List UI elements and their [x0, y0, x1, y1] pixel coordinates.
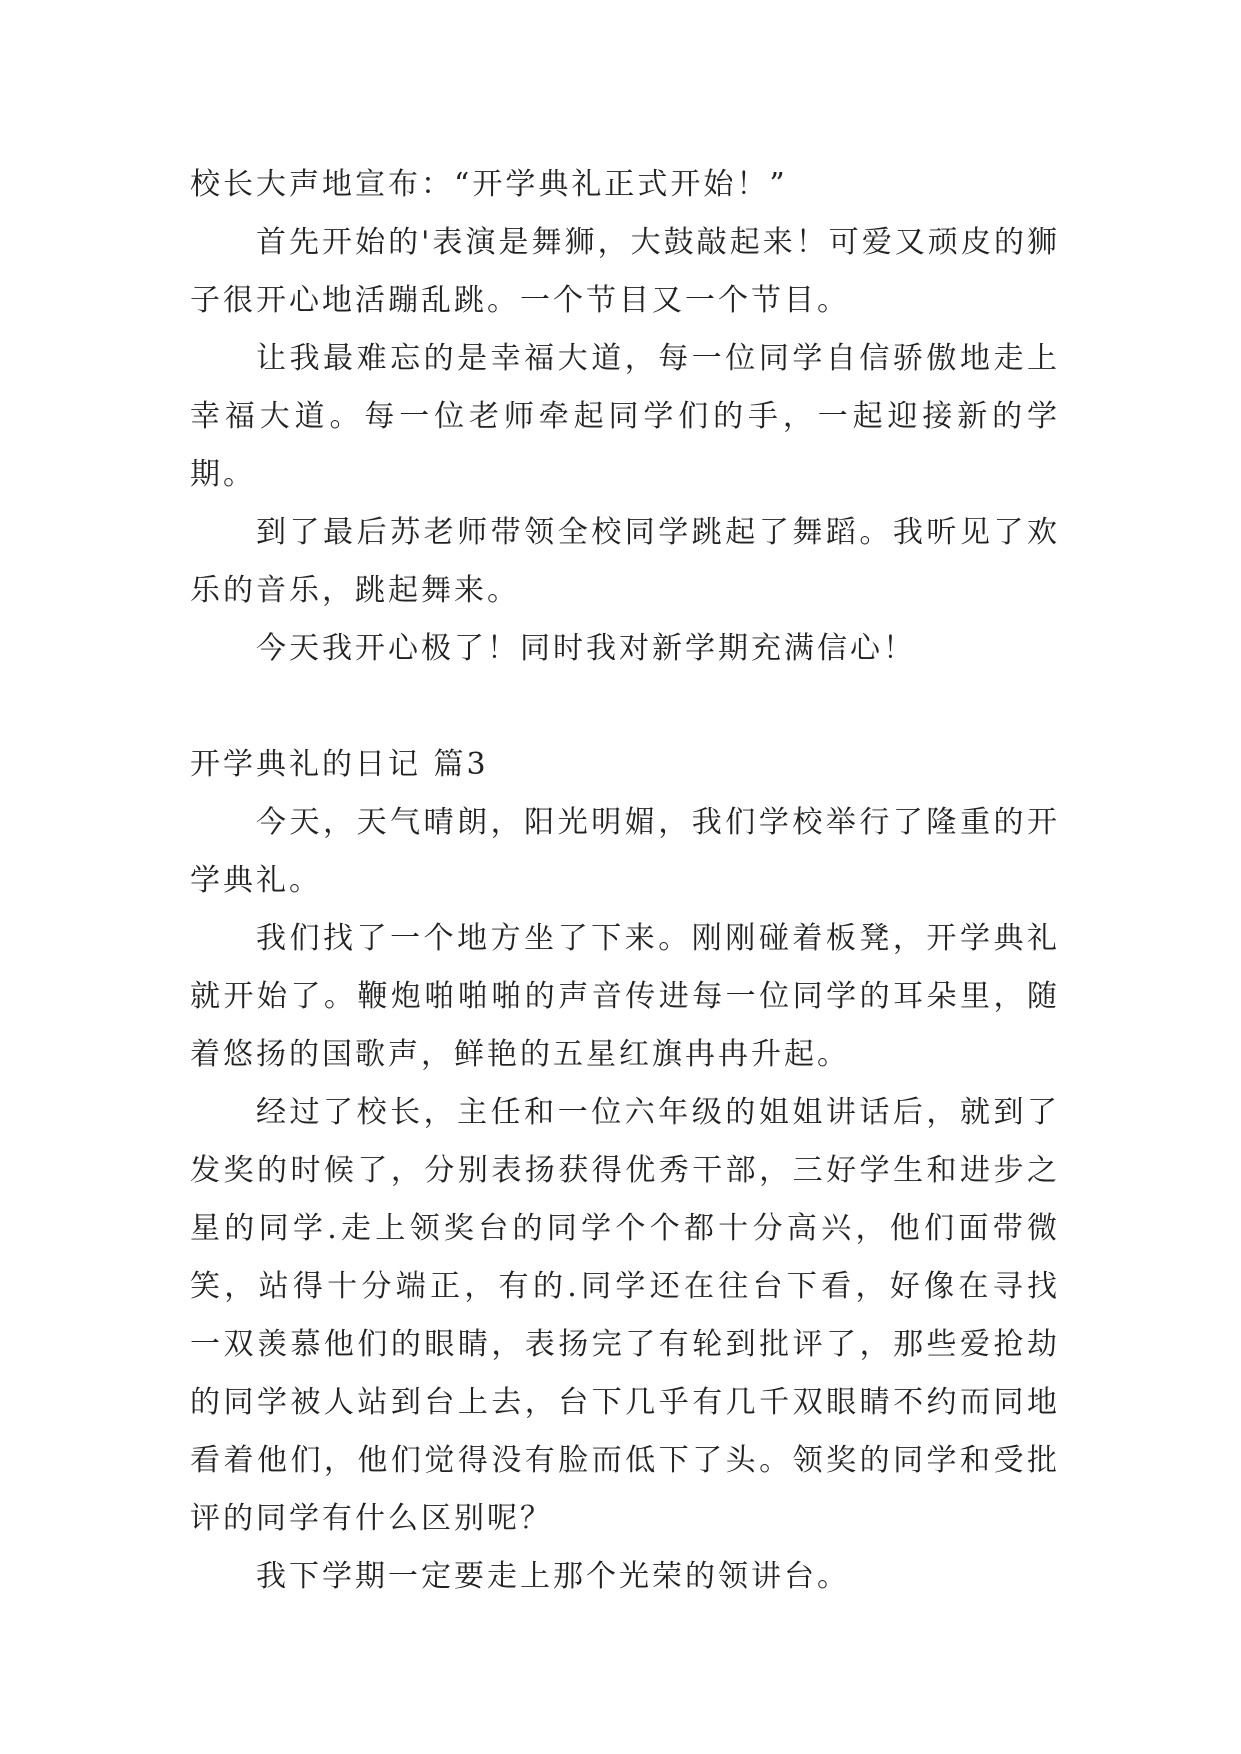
paragraph-weather: 今天，天气晴朗，阳光明媚，我们学校举行了隆重的开学典礼。	[190, 805, 1060, 898]
paragraph-confidence: 今天我开心极了！同时我对新学期充满信心！	[256, 631, 916, 666]
paragraph-announcement: 校长大声地宣布：“开学典礼正式开始！”	[190, 167, 788, 202]
section-title: 开学典礼的日记 篇3	[190, 747, 489, 782]
paragraph-ceremony-start: 我们找了一个地方坐了下来。刚刚碰着板凳，开学典礼就开始了。鞭炮啪啪啪的声音传进每一位同学的耳朵里，随着悠扬的国歌声，鲜艳的五星红旗冉冉升起。	[190, 921, 1060, 1072]
paragraph-resolution: 我下学期一定要走上那个光荣的领讲台。	[256, 1559, 850, 1594]
document-body	[190, 156, 1060, 1606]
paragraph-lion-dance: 首先开始的'表演是舞狮，大鼓敲起来！可爱又顽皮的狮子很开心地活蹦乱跳。一个节目又一个节目。	[190, 225, 1060, 318]
paragraph-awards: 经过了校长，主任和一位六年级的姐姐讲话后，就到了发奖的时候了，分别表扬获得优秀干部，三好学生和进步之星的同学.走上领奖台的同学个个都十分高兴，他们面带微笑，站得十分端正，有的.同学还在往台下看，好像在寻找一双羡慕他们的眼睛，表扬完了有轮到批评了，那些爱抢劫的同学被人站到台上去，台下几乎有几千双眼睛不约而同地看着他们，他们觉得没有脸而低下了头。领奖的同学和受批评的同学有什么区别呢？	[190, 1095, 1060, 1536]
paragraph-happy-road: 让我最难忘的是幸福大道，每一位同学自信骄傲地走上幸福大道。每一位老师牵起同学们的手，一起迎接新的学期。	[190, 341, 1060, 492]
paragraph-dance: 到了最后苏老师带领全校同学跳起了舞蹈。我听见了欢乐的音乐，跳起舞来。	[190, 515, 1060, 608]
